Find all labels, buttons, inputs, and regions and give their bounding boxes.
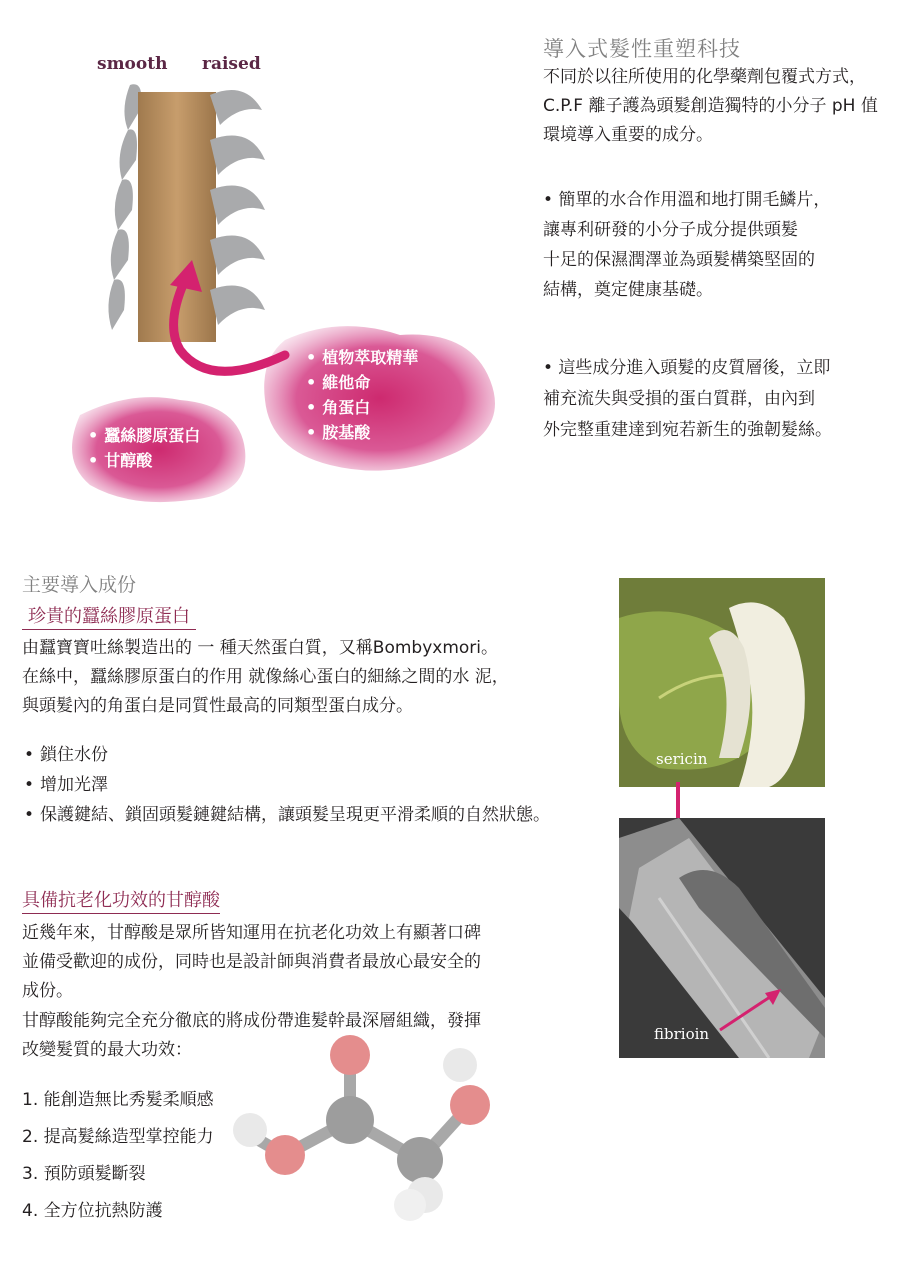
- list-item: • 鎖住水份: [22, 740, 582, 770]
- smooth-cuticle: [108, 84, 141, 330]
- list-item: 2. 提高髮絲造型掌控能力: [22, 1127, 214, 1147]
- sericin-body: 由蠶寶寶吐絲製造出的 一 種天然蛋白質，又稱Bombyxmori。 在絲中，蠶絲膠原蛋白的作用 就像絲心蛋白的細絲之間的水 泥， 與頭髮內的角蛋白是同質性最高的同類型蛋白成分。: [22, 638, 509, 716]
- smooth-label: smooth: [97, 54, 168, 74]
- silkworm-photo: [619, 578, 825, 787]
- list-item: • 保護鍵結、鎖固頭髮鏈鍵結構，讓頭髮呈現更平滑柔順的自然狀態。: [22, 800, 582, 830]
- splash-left-item: • 蠶絲膠原蛋白: [88, 426, 201, 445]
- splash-right-item: • 胺基酸: [306, 423, 371, 442]
- splash-right-item: • 角蛋白: [306, 398, 371, 417]
- list-item: 1. 能創造無比秀髮柔順感: [22, 1090, 214, 1110]
- section1-intro: 不同於以往所使用的化學藥劑包覆式方式，C.P.F 離子護為頭髮創造獨特的小分子 pH 值環境導入重要的成分。: [543, 67, 878, 145]
- glycolic-heading: 具備抗老化功效的甘醇酸: [22, 889, 220, 914]
- list-item: 4. 全方位抗熱防護: [22, 1201, 163, 1221]
- splash-right-item: • 植物萃取精華: [306, 348, 419, 367]
- sericin-label: sericin: [656, 750, 708, 768]
- section1-title: 導入式髮性重塑科技: [543, 37, 741, 61]
- fibroin-label: fibrioin: [654, 1025, 710, 1043]
- splash-left-list: [88, 423, 200, 473]
- list-item: 3. 預防頭髮斷裂: [22, 1164, 146, 1184]
- splash-right-list: [306, 345, 418, 445]
- sericin-heading: 珍貴的蠶絲膠原蛋白: [22, 605, 196, 630]
- bullet-rebuild: • 這些成分進入頭髮的皮質層後，立即 補充流失與受損的蛋白質群，由內到 外完整重建達到宛若新生的強韌髮絲。: [543, 358, 832, 440]
- raised-cuticle: [210, 90, 265, 325]
- section2-title: 主要導入成份: [22, 574, 137, 596]
- glycolic-molecule-illustration: [225, 1030, 515, 1230]
- bullet-hydration: • 簡單的水合作用溫和地打開毛鱗片， 讓專利研發的小分子成分提供頭髮 十足的保濕潤澤並為頭髮構築堅固的 結構，奠定健康基礎。: [543, 190, 831, 300]
- glycolic-body: 近幾年來，甘醇酸是眾所皆知運用在抗老化功效上有顯著口碑 並備受歡迎的成份，同時也是設計師與消費者最放心最安全的 成份。: [22, 923, 481, 1001]
- glycolic-body-2: 甘醇酸能夠完全充分徹底的將成份帶進髮幹最深層組織，發揮 改變髮質的最大功效：: [22, 1011, 481, 1060]
- sericin-benefits-list: [22, 740, 582, 830]
- list-item: • 增加光澤: [22, 770, 582, 800]
- splash-right-item: • 維他命: [306, 373, 371, 392]
- splash-left-item: • 甘醇酸: [88, 451, 153, 470]
- raised-label: raised: [202, 54, 261, 74]
- fibroin-arrow: [715, 985, 785, 1035]
- glycolic-benefits-list: [22, 1082, 214, 1230]
